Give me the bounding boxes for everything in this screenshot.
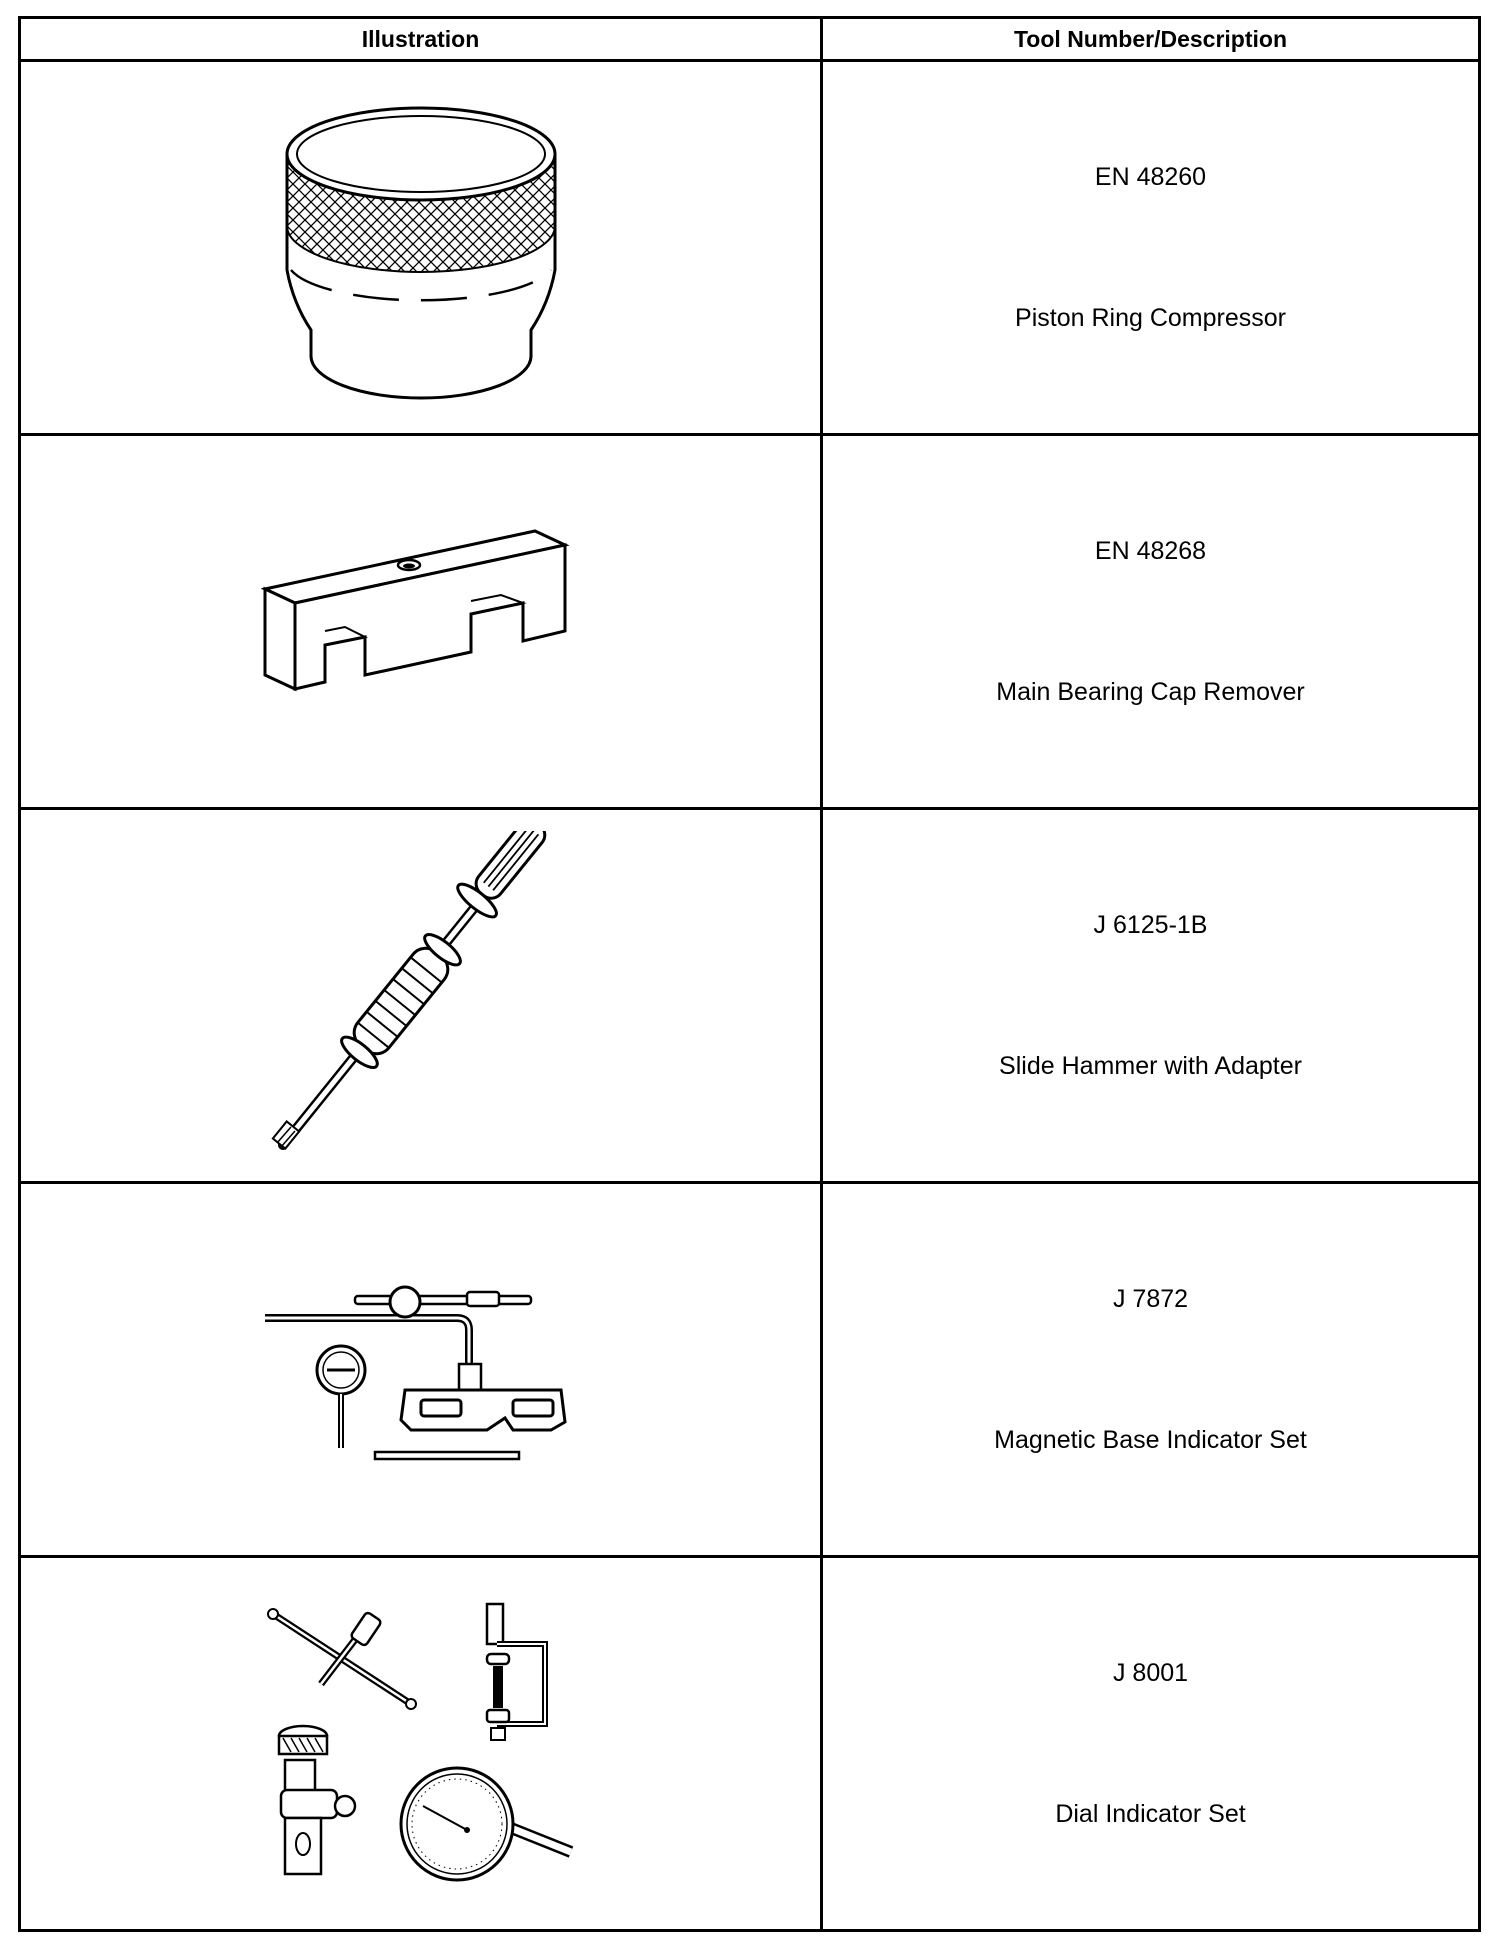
illustration-cell — [20, 809, 822, 1183]
tool-description: Slide Hammer with Adapter — [999, 1051, 1302, 1080]
table-row — [20, 1557, 1480, 1931]
magnetic-base-indicator-illustration — [261, 1270, 581, 1470]
tool-description: Piston Ring Compressor — [1015, 303, 1286, 332]
description-cell — [822, 1183, 1480, 1557]
tool-number: EN 48260 — [1094, 162, 1207, 191]
header-illustration: Illustration — [20, 18, 822, 61]
description-cell — [822, 61, 1480, 435]
table-row — [20, 1183, 1480, 1557]
description-cell — [822, 809, 1480, 1183]
piston-ring-compressor-illustration — [281, 88, 561, 408]
header-row — [20, 18, 1480, 61]
description-cell — [822, 1557, 1480, 1931]
table-row — [20, 61, 1480, 435]
slide-hammer-illustration — [271, 831, 571, 1161]
tool-number: EN 48268 — [1094, 536, 1207, 565]
dial-indicator-set-illustration — [261, 1594, 581, 1894]
tool-description: Magnetic Base Indicator Set — [994, 1425, 1307, 1454]
description-cell — [822, 435, 1480, 809]
tool-description: Dial Indicator Set — [1055, 1799, 1246, 1828]
illustration-cell — [20, 435, 822, 809]
illustration-cell — [20, 61, 822, 435]
header-description: Tool Number/Description — [822, 18, 1480, 61]
illustration-cell — [20, 1557, 822, 1931]
tool-number: J 7872 — [1112, 1284, 1189, 1313]
table-row — [20, 809, 1480, 1183]
tool-description: Main Bearing Cap Remover — [996, 677, 1305, 706]
main-bearing-cap-remover-illustration — [261, 517, 581, 727]
illustration-cell — [20, 1183, 822, 1557]
table-row — [20, 435, 1480, 809]
tool-number: J 8001 — [1112, 1658, 1189, 1687]
tool-number: J 6125-1B — [1093, 910, 1208, 939]
tools-table — [18, 16, 1481, 1932]
